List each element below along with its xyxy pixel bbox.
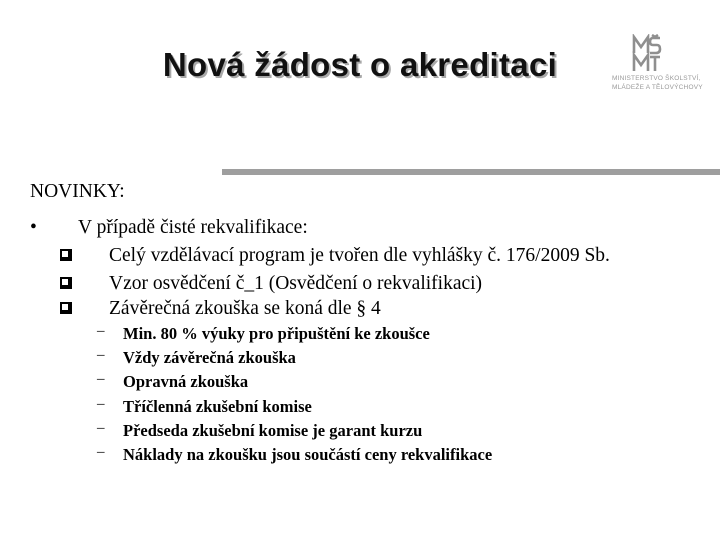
title-divider <box>222 169 720 175</box>
list-item-text: Vždy závěrečná zkouška <box>123 348 296 367</box>
checkbox-bullet-icon <box>60 302 72 314</box>
msmt-monogram-icon <box>612 34 712 74</box>
list-item-text: Opravná zkouška <box>123 372 249 391</box>
dash-bullet-icon: – <box>97 371 105 387</box>
list-item-text: Závěrečná zkouška se koná dle § 4 <box>109 298 381 319</box>
list-item-text: Tříčlenná zkušební komise <box>123 397 312 416</box>
heading-novinky: NOVINKY: <box>30 181 125 202</box>
checkbox-bullet-icon <box>60 277 72 289</box>
dash-bullet-icon: – <box>97 323 105 339</box>
slide-title: Nová žádost o akreditaci <box>162 46 558 83</box>
dash-bullet-icon: – <box>97 396 105 412</box>
dash-bullet-icon: – <box>97 444 105 460</box>
checkbox-bullet-icon <box>60 249 72 261</box>
dash-bullet-icon: – <box>97 347 105 363</box>
bullet-icon: • <box>30 217 37 238</box>
list-item-text: Vzor osvědčení č_1 (Osvědčení o rekvalifikaci) <box>109 273 483 294</box>
list-item-text: Náklady na zkoušku jsou součástí ceny rekvalifikace <box>123 445 493 464</box>
logo-text-line-1: MINISTERSTVO ŠKOLSTVÍ, <box>612 75 701 82</box>
list-item-text: V případě čisté rekvalifikace: <box>78 217 308 238</box>
list-item-text: Celý vzdělávací program je tvořen dle vyhlášky č. 176/2009 Sb. <box>109 245 610 266</box>
dash-bullet-icon: – <box>97 420 105 436</box>
msmt-logo <box>612 34 712 96</box>
logo-text-line-2: MLÁDEŽE A TĚLOVÝCHOVY <box>612 83 703 91</box>
list-item-text: Min. 80 % výuky pro připuštění ke zkoušce <box>123 324 430 343</box>
list-item-text: Předseda zkušební komise je garant kurzu <box>123 421 423 440</box>
